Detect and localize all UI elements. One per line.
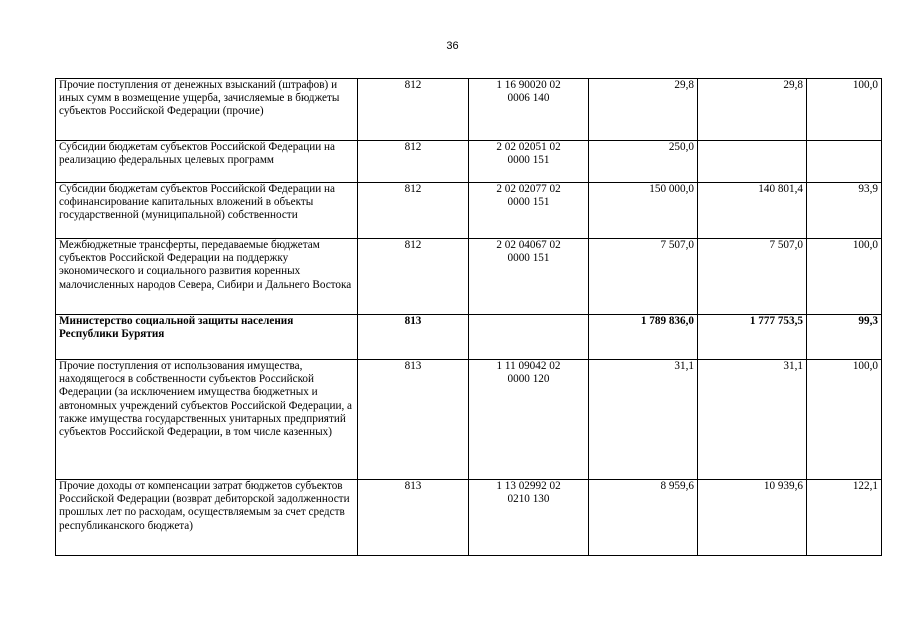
actual-amount-cell: 31,1 <box>698 360 807 480</box>
execution-percent-cell: 122,1 <box>807 480 882 556</box>
table-row <box>56 480 882 556</box>
revenue-name-cell: Прочие доходы от компенсации затрат бюджетов субъектов Российской Федерации (возврат дебиторской задолженности прошлых лет по расходам, осуществляемым за счет средств республиканского бюджета) <box>56 480 358 556</box>
revenue-name-cell: Субсидии бюджетам субъектов Российской Федерации на софинансирование капитальных вложений в объекты государственной (муниципальной) собственности <box>56 183 358 239</box>
table-row-department-total <box>56 315 882 360</box>
page-number: 36 <box>446 40 459 52</box>
actual-amount-cell: 10 939,6 <box>698 480 807 556</box>
department-code-cell: 813 <box>358 480 469 556</box>
department-code-cell: 813 <box>358 360 469 480</box>
code-line-2: 0000 151 <box>507 252 550 265</box>
department-code-cell: 812 <box>358 239 469 315</box>
code-line-1: 2 02 04067 02 <box>496 239 561 251</box>
budget-classification-code-cell <box>469 141 589 183</box>
planned-amount-cell: 29,8 <box>589 79 698 141</box>
department-code-cell: 812 <box>358 141 469 183</box>
planned-amount-cell: 150 000,0 <box>589 183 698 239</box>
planned-amount-cell: 31,1 <box>589 360 698 480</box>
revenue-name-cell: Субсидии бюджетам субъектов Российской Федерации на реализацию федеральных целевых программ <box>56 141 358 183</box>
code-line-1: 2 02 02077 02 <box>496 183 561 195</box>
budget-classification-code-cell <box>469 239 589 315</box>
table-row <box>56 239 882 315</box>
actual-amount-cell: 7 507,0 <box>698 239 807 315</box>
budget-classification-code-cell <box>469 79 589 141</box>
department-code-cell: 812 <box>358 79 469 141</box>
code-line-1: 1 11 09042 02 <box>496 360 561 372</box>
actual-amount-cell <box>698 141 807 183</box>
planned-amount-cell: 1 789 836,0 <box>589 315 698 360</box>
code-line-2: 0006 140 <box>507 92 550 105</box>
revenue-name-cell: Прочие поступления от использования имущества, находящегося в собственности субъектов Российской Федерации (за исключением имущества бюджетных и автономных учреждений субъектов Российской Федерации, а также имущества государственных унитарных предприятий субъектов Российской Федерации, в том числе казенных) <box>56 360 358 480</box>
execution-percent-cell: 100,0 <box>807 239 882 315</box>
table-row <box>56 360 882 480</box>
actual-amount-cell: 1 777 753,5 <box>698 315 807 360</box>
department-code-cell: 812 <box>358 183 469 239</box>
execution-percent-cell: 99,3 <box>807 315 882 360</box>
revenue-name-cell: Межбюджетные трансферты, передаваемые бюджетам субъектов Российской Федерации на поддержку экономического и социального развития коренных малочисленных народов Севера, Сибири и Дальнего Востока <box>56 239 358 315</box>
table-row <box>56 183 882 239</box>
budget-revenue-table <box>55 78 882 556</box>
code-line-2: 0000 151 <box>507 154 550 167</box>
department-name-cell: Министерство социальной защиты населения Республики Бурятия <box>56 315 358 360</box>
budget-classification-code-cell <box>469 315 589 360</box>
execution-percent-cell: 100,0 <box>807 360 882 480</box>
code-line-2: 0000 120 <box>507 373 550 386</box>
revenue-name-cell: Прочие поступления от денежных взысканий (штрафов) и иных сумм в возмещение ущерба, зачисляемые в бюджеты субъектов Российской Федерации (прочие) <box>56 79 358 141</box>
department-code-cell: 813 <box>358 315 469 360</box>
table-row <box>56 141 882 183</box>
code-line-2: 0000 151 <box>507 196 550 209</box>
actual-amount-cell: 29,8 <box>698 79 807 141</box>
actual-amount-cell: 140 801,4 <box>698 183 807 239</box>
code-line-2: 0210 130 <box>507 493 550 506</box>
execution-percent-cell: 93,9 <box>807 183 882 239</box>
code-line-1: 1 16 90020 02 <box>496 79 561 91</box>
planned-amount-cell: 7 507,0 <box>589 239 698 315</box>
code-line-1: 1 13 02992 02 <box>496 480 561 492</box>
budget-classification-code-cell <box>469 480 589 556</box>
planned-amount-cell: 250,0 <box>589 141 698 183</box>
code-line-1: 2 02 02051 02 <box>496 141 561 153</box>
execution-percent-cell <box>807 141 882 183</box>
budget-classification-code-cell <box>469 183 589 239</box>
budget-classification-code-cell <box>469 360 589 480</box>
execution-percent-cell: 100,0 <box>807 79 882 141</box>
planned-amount-cell: 8 959,6 <box>589 480 698 556</box>
table-row <box>56 79 882 141</box>
